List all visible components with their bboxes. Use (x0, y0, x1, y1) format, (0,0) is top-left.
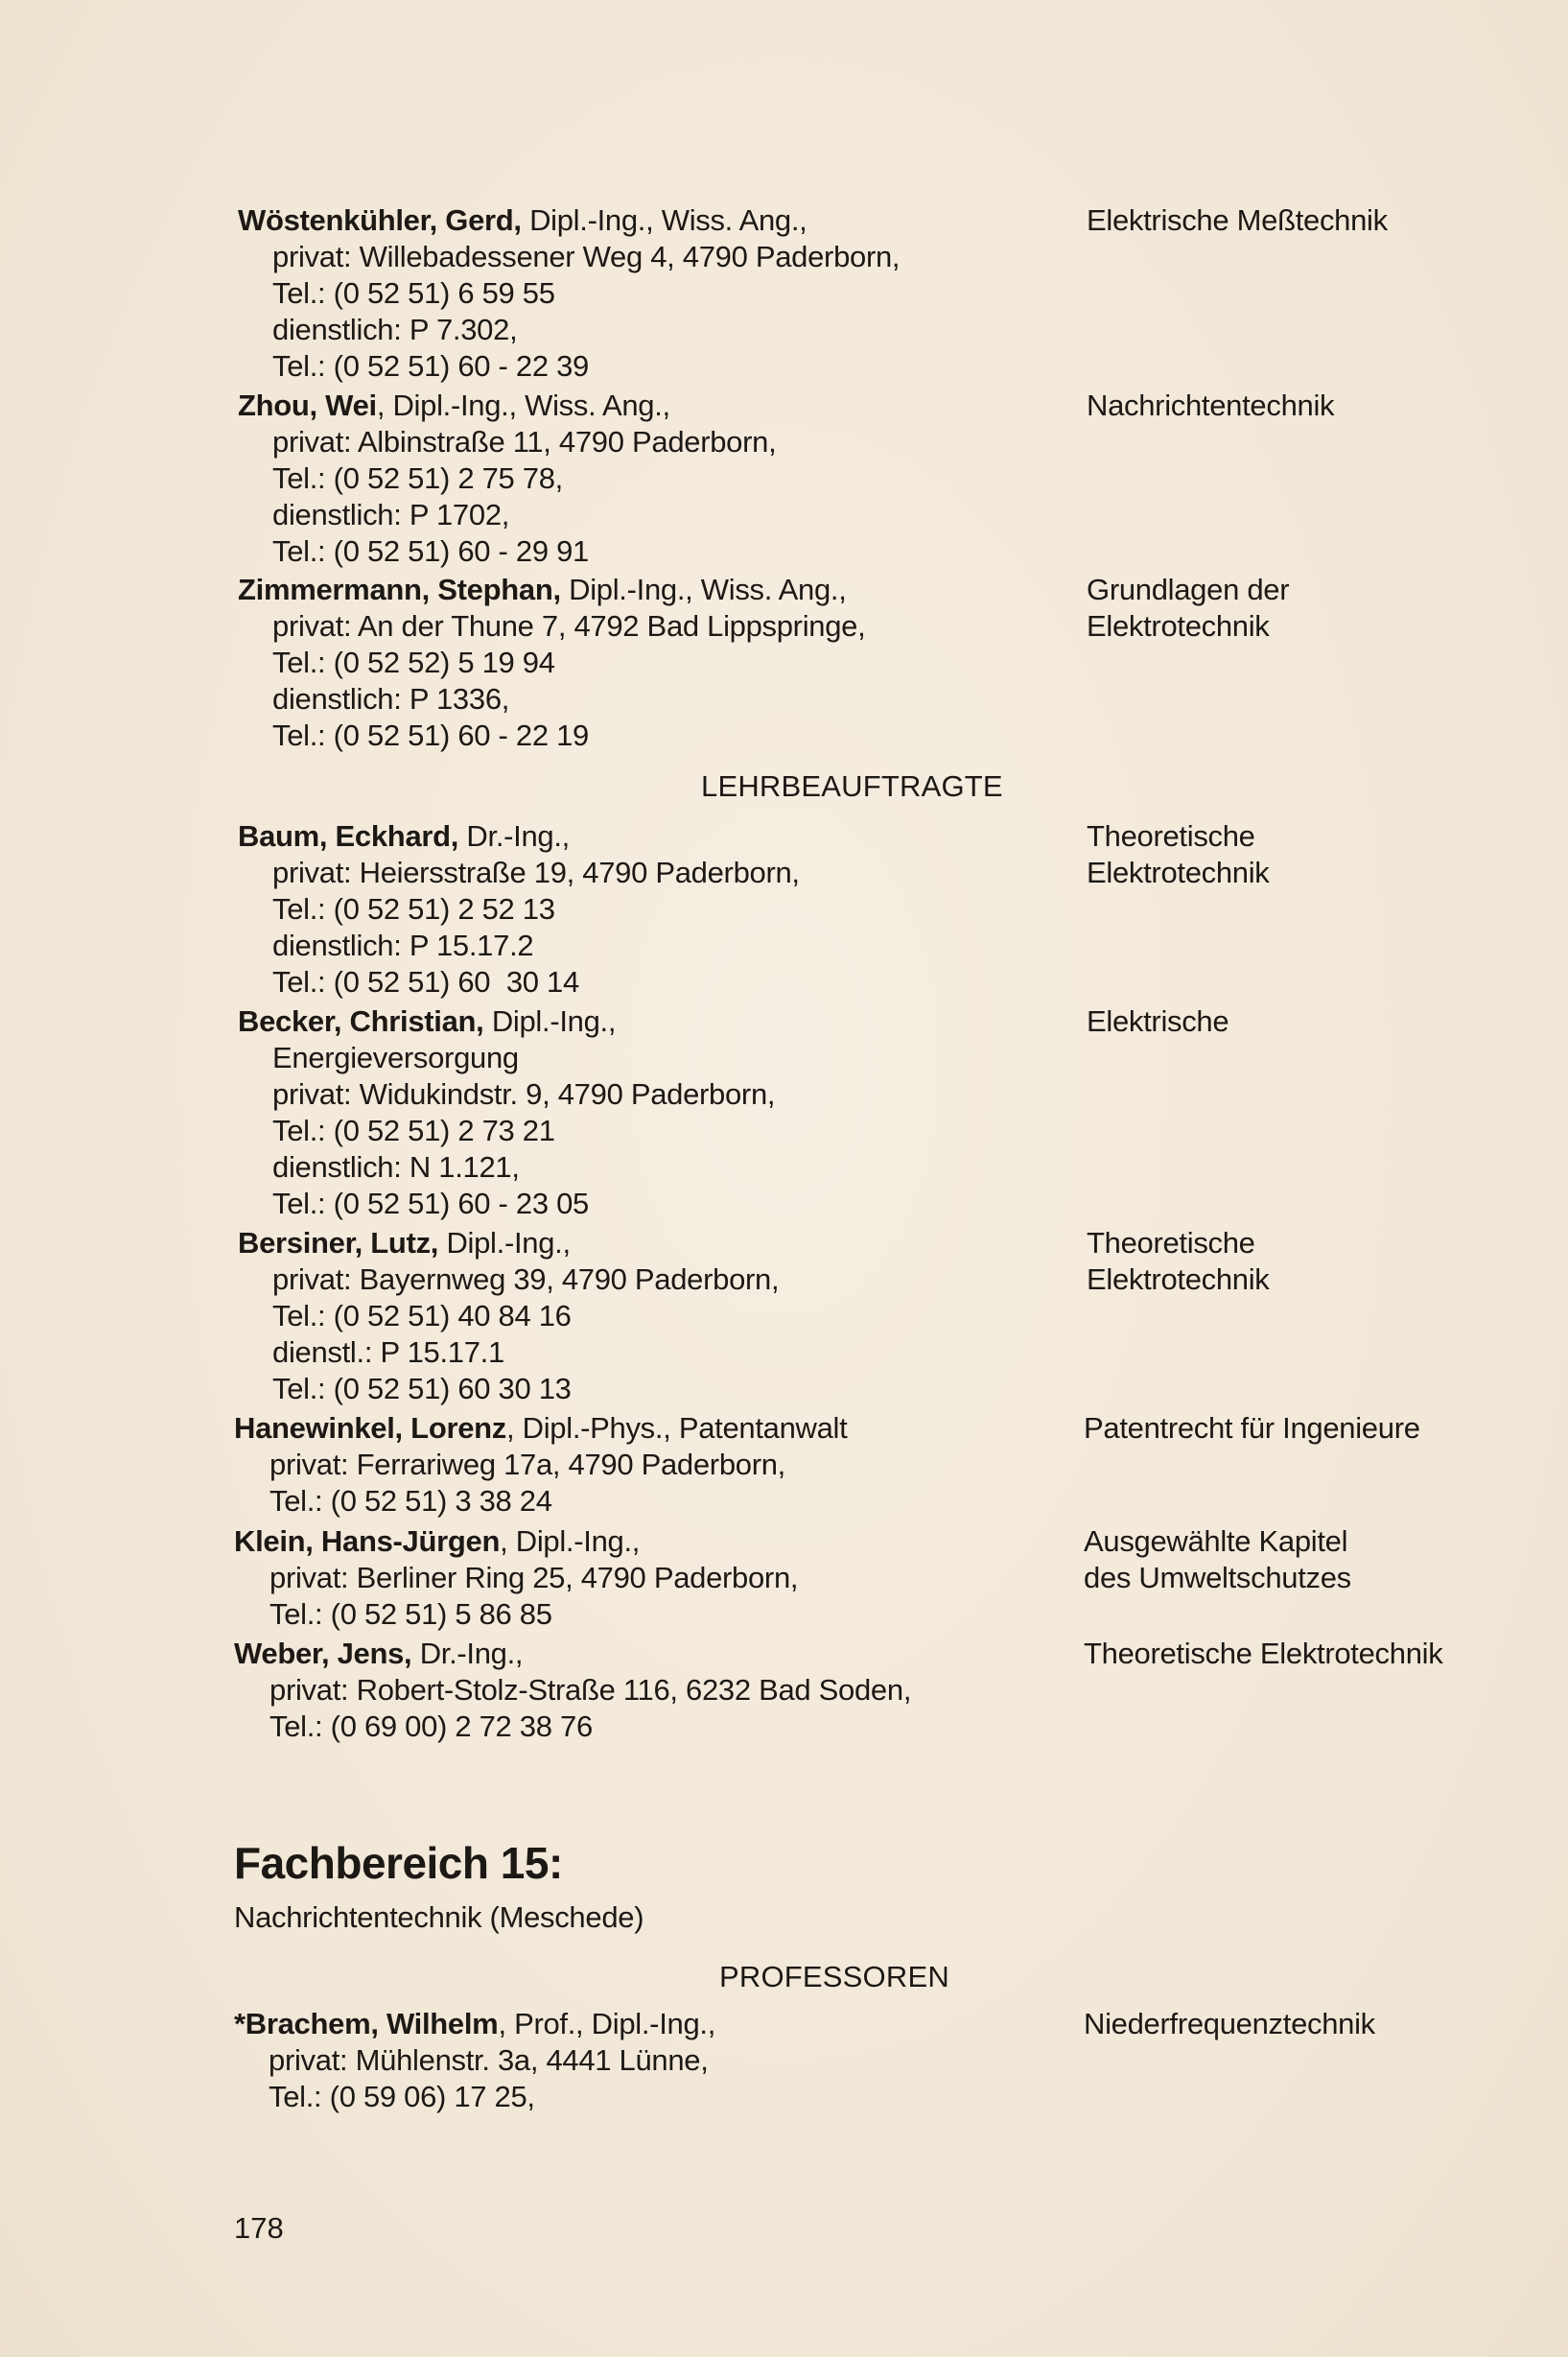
entry-line: Tel.: (0 52 51) 60 - 23 05 (272, 1187, 589, 1220)
entry-line: Tel.: (0 52 51) 40 84 16 (272, 1299, 572, 1332)
entry-line: dienstl.: P 15.17.1 (272, 1335, 504, 1369)
entry-line: Tel.: (0 52 51) 6 59 55 (272, 276, 555, 310)
entry-name-line: Becker, Christian, Dipl.-Ing., (238, 1004, 617, 1038)
section-heading-lehrbeauftragte: LEHRBEAUFTRAGTE (701, 769, 1003, 803)
entry-line: Tel.: (0 59 06) 17 25, (269, 2080, 535, 2113)
entry-line: privat: Mühlenstr. 3a, 4441 Lünne, (269, 2043, 709, 2077)
entry-name-line: Wöstenkühler, Gerd, Dipl.-Ing., Wiss. Ang., (238, 203, 807, 237)
entry-line: dienstlich: P 7.302, (272, 313, 518, 346)
entry-line: Tel.: (0 52 51) 3 38 24 (269, 1484, 552, 1518)
entry-line: privat: Robert-Stolz-Straße 116, 6232 Bad Soden, (269, 1673, 912, 1707)
entry-line: privat: An der Thune 7, 4792 Bad Lippspringe, (272, 609, 866, 643)
entry-department: Niederfrequenztechnik (1084, 2007, 1375, 2040)
entry-line: dienstlich: P 1336, (272, 682, 510, 716)
entry-department: Theoretische Elektrotechnik (1087, 1226, 1270, 1296)
entry-line: Energieversorgung (272, 1041, 519, 1074)
entry-name-line: Klein, Hans-Jürgen, Dipl.-Ing., (234, 1524, 641, 1558)
entry-name-line: Hanewinkel, Lorenz, Dipl.-Phys., Patentanwalt (234, 1411, 848, 1445)
fachbereich-title: Fachbereich 15: (234, 1838, 563, 1888)
entry-line: dienstlich: P 1702, (272, 498, 510, 531)
entry-department: Theoretische Elektrotechnik (1087, 819, 1270, 889)
entry-line: privat: Ferrariweg 17a, 4790 Paderborn, (269, 1448, 785, 1481)
entry-line: privat: Albinstraße 11, 4790 Paderborn, (272, 425, 777, 459)
entry-name-line: Zhou, Wei, Dipl.-Ing., Wiss. Ang., (238, 389, 670, 422)
entry-department: Ausgewählte Kapitel des Umweltschutzes (1084, 1524, 1351, 1594)
entry-name-line: Baum, Eckhard, Dr.-Ing., (238, 819, 570, 853)
entry-line: dienstlich: P 15.17.2 (272, 929, 534, 962)
fachbereich-subtitle: Nachrichtentechnik (Meschede) (234, 1900, 644, 1934)
entry-line: privat: Heiersstraße 19, 4790 Paderborn, (272, 856, 800, 889)
entry-line: Tel.: (0 52 51) 2 73 21 (272, 1114, 555, 1147)
entry-department: Theoretische Elektrotechnik (1084, 1637, 1443, 1670)
entry-line: dienstlich: N 1.121, (272, 1150, 520, 1184)
page-number: 178 (234, 2211, 284, 2245)
entry-name-line: Zimmermann, Stephan, Dipl.-Ing., Wiss. Ang., (238, 573, 847, 606)
entry-department: Elektrische (1087, 1004, 1229, 1038)
entry-department: Patentrecht für Ingenieure (1084, 1411, 1420, 1445)
entry-line: Tel.: (0 52 51) 2 52 13 (272, 892, 555, 926)
entry-name-line: Bersiner, Lutz, Dipl.-Ing., (238, 1226, 571, 1260)
entry-line: privat: Bayernweg 39, 4790 Paderborn, (272, 1262, 780, 1296)
entry-line: Tel.: (0 52 51) 2 75 78, (272, 461, 563, 495)
entry-line: privat: Widukindstr. 9, 4790 Paderborn, (272, 1077, 776, 1111)
entry-line: Tel.: (0 52 51) 60 - 29 91 (272, 534, 589, 568)
entry-line: Tel.: (0 52 52) 5 19 94 (272, 646, 555, 679)
entry-line: privat: Willebadessener Weg 4, 4790 Paderborn, (272, 240, 901, 273)
entry-line: Tel.: (0 52 51) 60 30 13 (272, 1372, 572, 1405)
entry-line: Tel.: (0 52 51) 5 86 85 (269, 1597, 552, 1631)
section-heading-professoren: PROFESSOREN (719, 1960, 949, 1993)
entry-line: privat: Berliner Ring 25, 4790 Paderborn, (269, 1561, 799, 1594)
entry-line: Tel.: (0 69 00) 2 72 38 76 (269, 1709, 593, 1743)
entry-line: Tel.: (0 52 51) 60 - 22 19 (272, 719, 589, 752)
entry-department: Nachrichtentechnik (1087, 389, 1335, 422)
entry-line: Tel.: (0 52 51) 60 - 22 39 (272, 349, 589, 383)
entry-department: Elektrische Meßtechnik (1087, 203, 1388, 237)
entry-name-line: Weber, Jens, Dr.-Ing., (234, 1637, 524, 1670)
entry-department: Grundlagen der Elektrotechnik (1087, 573, 1290, 643)
entry-name-line: *Brachem, Wilhelm, Prof., Dipl.-Ing., (234, 2007, 716, 2040)
entry-line: Tel.: (0 52 51) 60 30 14 (272, 965, 579, 999)
